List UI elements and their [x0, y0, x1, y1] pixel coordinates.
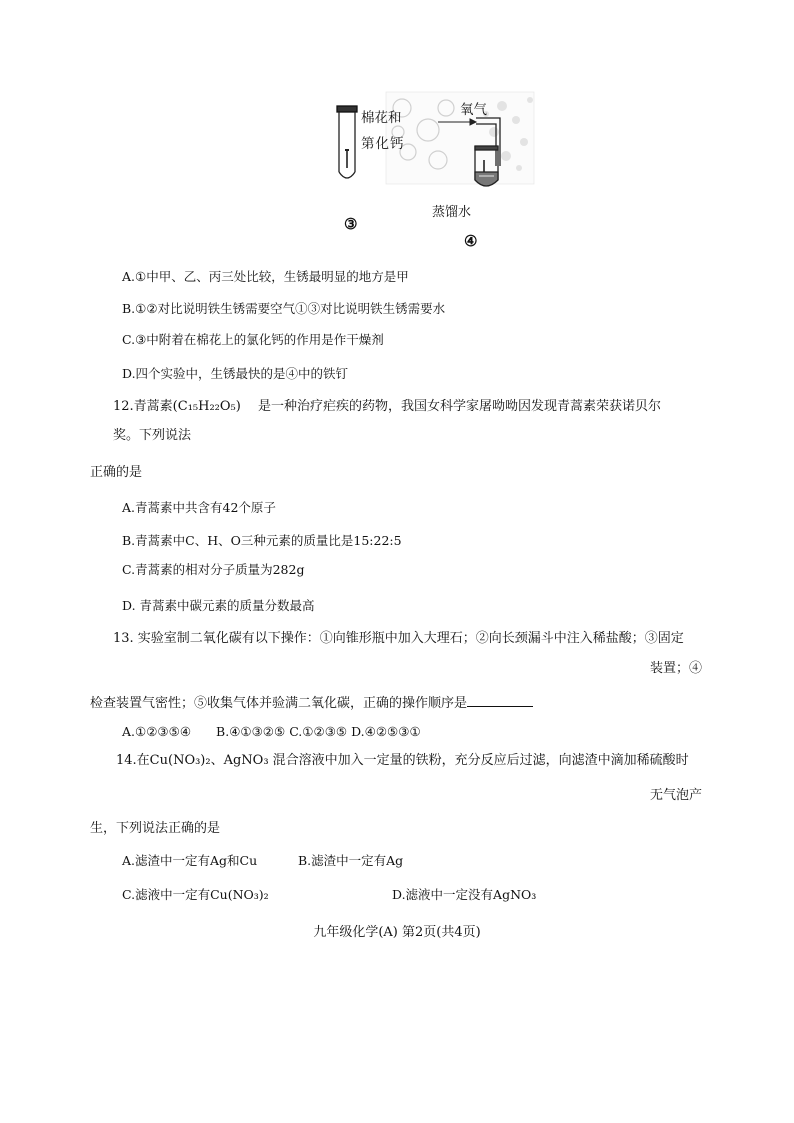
q12-option-c: C.青蒿素的相对分子质量为282g: [122, 562, 305, 577]
q14-option-a: A.滤渣中一定有Ag和Cu: [122, 853, 258, 868]
q11-option-a: A.①中甲、乙、丙三处比较，生锈最明显的地方是甲: [122, 269, 409, 284]
q14-option-d: D.滤液中一定没有AgNO₃: [392, 887, 537, 902]
q13-stem-line2: 检查装置气密性；⑤收集气体并验满二氧化碳，正确的操作顺序是: [90, 694, 533, 713]
figure-number-4: ④: [464, 232, 478, 250]
q14-option-c: C.滤液中一定有Cu(NO₃)₂: [122, 887, 269, 902]
q13-answer-blank: [467, 694, 533, 707]
q11-option-c: C.③中附着在棉花上的氯化钙的作用是作干燥剂: [122, 332, 384, 347]
q13-stem-line1: 13. 实验室制二氧化碳有以下操作：①向锥形瓶中加入大理石；②向长颈漏斗中注入稀盐酸；③固定: [113, 631, 684, 646]
figure-number-3: ③: [344, 215, 358, 233]
q11-option-d: D.四个实验中，生锈最快的是④中的铁钉: [122, 366, 349, 381]
q11-option-b: B.①②对比说明铁生锈需要空气①③对比说明铁生锈需要水: [122, 301, 446, 316]
q13-options: A.①②③⑤④ B.④①③②⑤ C.①②③⑤ D.④②⑤③①: [122, 724, 421, 739]
q12-option-b: B.青蒿素中C、H、O三种元素的质量比是15:22:5: [122, 533, 402, 548]
label-cotton: 棉花和: [361, 110, 402, 126]
q13-stem-line1b: 装置；④: [649, 661, 702, 676]
q12-stem-line3: 正确的是: [90, 465, 143, 480]
q14-stem-line1b: 无气泡产: [649, 788, 702, 803]
q14-stem-line1: 14.在Cu(NO₃)₂、AgNO₃ 混合溶液中加入一定量的铁粉，充分反应后过滤，向滤渣中滴加稀硫酸时: [116, 753, 689, 768]
q12-option-a: A.青蒿素中共含有42个原子: [122, 500, 276, 515]
q12-stem-line1: 12.青蒿素(C₁₅H₂₂O₅) 是一种治疗疟疾的药物，我国女科学家屠呦呦因发现青蒿素荣获诺贝尔: [113, 399, 661, 414]
q12-stem-line2: 奖。下列说法: [113, 428, 192, 443]
experiment-figure: [334, 88, 539, 250]
label-oxygen: 氧气: [460, 102, 487, 118]
test-tube-3: [337, 106, 357, 178]
label-distilled-water: 蒸馏水: [432, 205, 472, 220]
page-footer: 九年级化学(A) 第2页(共4页): [313, 925, 481, 940]
label-calcium-chloride: 第化钙: [361, 136, 405, 152]
q14-option-b: B.滤渣中一定有Ag: [298, 853, 404, 868]
q14-stem-line2: 生，下列说法正确的是: [90, 821, 221, 836]
q12-option-d: D. 青蒿素中碳元素的质量分数最高: [122, 598, 315, 613]
